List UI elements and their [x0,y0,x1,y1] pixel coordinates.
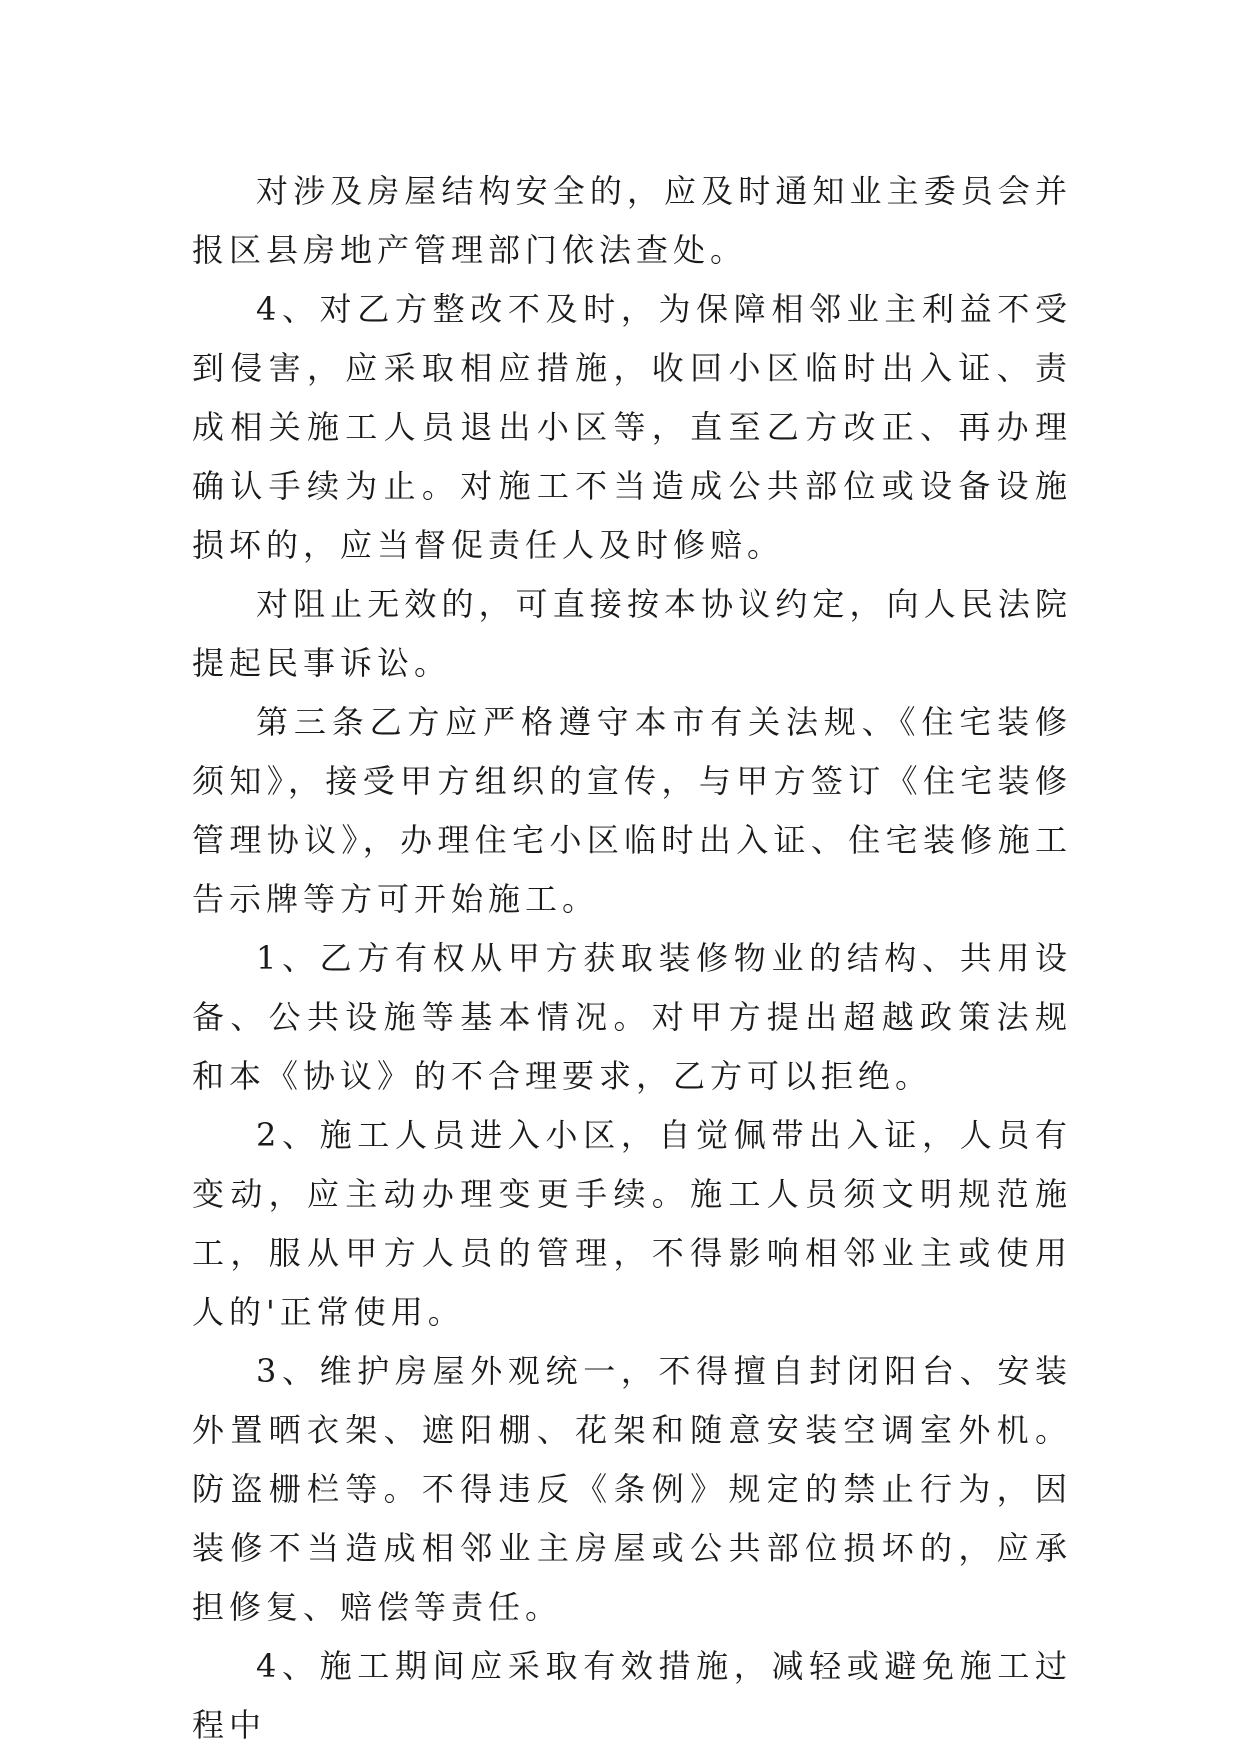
paragraph-item-2-workers: 2、施工人员进入小区，自觉佩带出入证，人员有变动，应主动办理变更手续。施工人员须文明规范施工，服从甲方人员的管理，不得影响相邻业主或使用人的'正常使用。 [192,1116,1072,1331]
paragraph-item-1-rights: 1、乙方有权从甲方获取装修物业的结构、共用设备、公共设施等基本情况。对甲方提出超越政策法规和本《协议》的不合理要求，乙方可以拒绝。 [192,939,1072,1095]
paragraph-item-4-measures: 4、施工期间应采取有效措施，减轻或避免施工过程中 [192,1647,1072,1744]
paragraph-structure-safety: 对涉及房屋结构安全的，应及时通知业主委员会并报区县房地产管理部门依法查处。 [192,172,1072,269]
paragraph-article-3: 第三条乙方应严格遵守本市有关法规、《住宅装修须知》，接受甲方组织的宣传，与甲方签订《住宅装修管理协议》，办理住宅小区临时出入证、住宅装修施工告示牌等方可开始施工。 [192,703,1072,918]
paragraph-item-4-rectification: 4、对乙方整改不及时，为保障相邻业主利益不受到侵害，应采取相应措施，收回小区临时出入证、责成相关施工人员退出小区等，直至乙方改正、再办理确认手续为止。对施工不当造成公共部位或设备设施损坏的，应当督促责任人及时修赔。 [192,290,1072,564]
paragraph-civil-litigation: 对阻止无效的，可直接按本协议约定，向人民法院提起民事诉讼。 [192,585,1072,682]
document-body [192,162,1072,1755]
paragraph-item-3-appearance: 3、维护房屋外观统一，不得擅自封闭阳台、安装外置晒衣架、遮阳棚、花架和随意安装空调室外机。防盗栅栏等。不得违反《条例》规定的禁止行为，因装修不当造成相邻业主房屋或公共部位损坏的，应承担修复、赔偿等责任。 [192,1352,1072,1626]
